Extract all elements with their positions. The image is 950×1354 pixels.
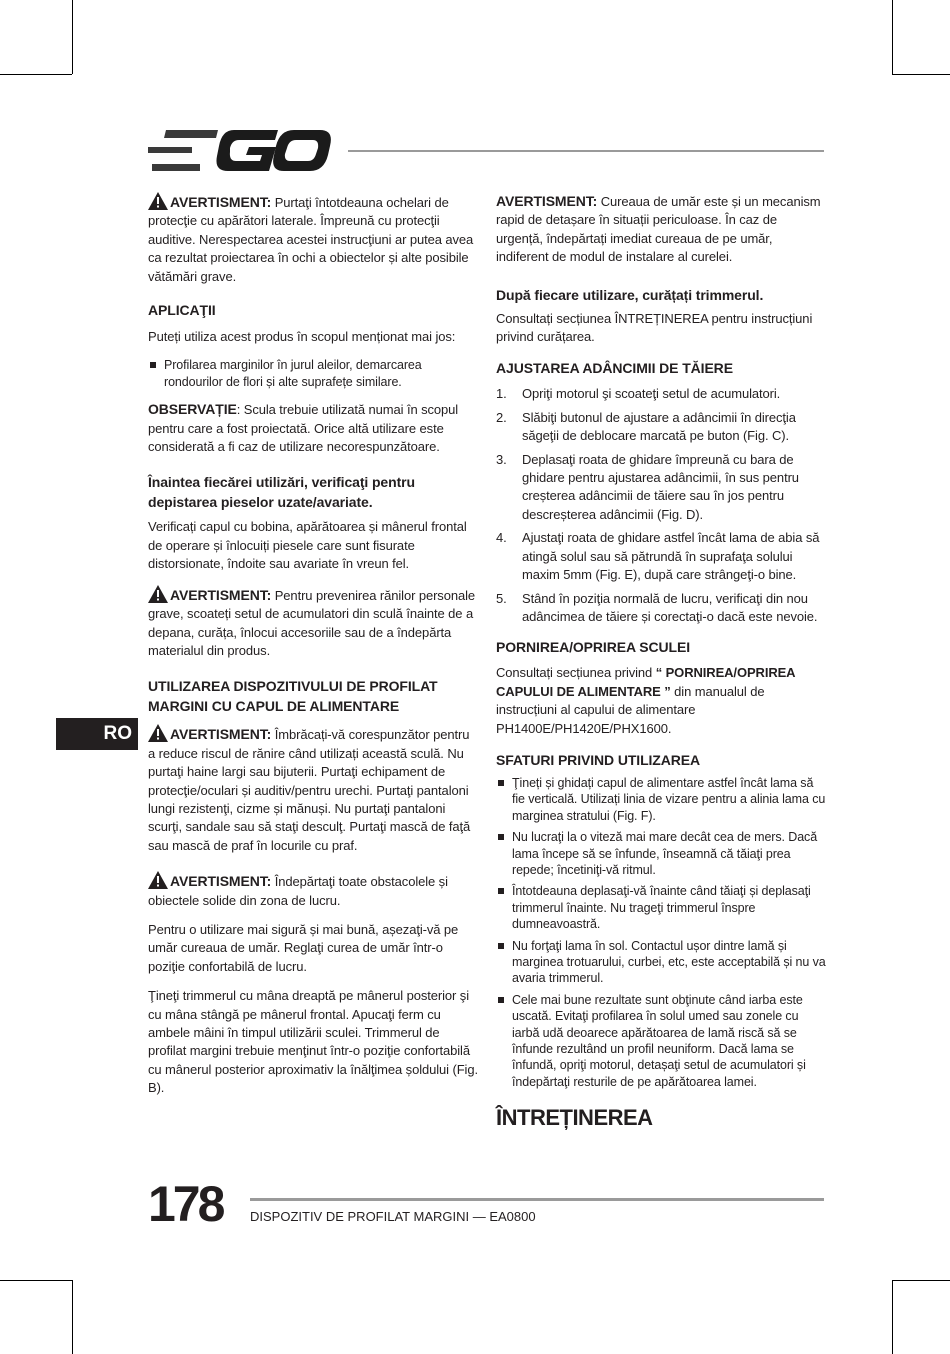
tips-list (496, 775, 826, 1090)
section-heading-applications: APLICAŢII (148, 302, 216, 319)
section-heading-tips: SFATURI PRIVIND UTILIZAREA (496, 751, 701, 768)
section-heading-after-use: După fiecare utilizare, curățați trimmerul. (496, 286, 764, 303)
crop-mark (0, 1280, 72, 1281)
list-item: 1. Opriţi motorul şi scoateţi setul de acumulatori. (496, 386, 781, 402)
section-heading-before-use: Înaintea fiecărei utilizări, verificaţi pentru depistarea pieselor uzate/avariate. (148, 474, 415, 511)
right-column (496, 192, 826, 1132)
list-item: Ţineți și ghidați capul de alimentare astfel încât lama să fie verticală. Utilizați linia de vizare pentru a alinia lama cu marginea stratului (Fig. F). (496, 775, 826, 824)
applications-intro: Puteți utiliza acest produs în scopul menționat mai jos: (148, 329, 456, 345)
crop-mark (72, 0, 73, 74)
list-item: Întotdeauna deplasaţi-vă înainte când tăiaţi și deplasaţi trimmerul înainte. Nu trageţi trimmerul înspre dumneavoastră. (496, 883, 826, 932)
section-heading-depth: AJUSTAREA ADÂNCIMII DE TĂIERE (496, 360, 733, 377)
warning-clothing: AVERTISMENT: Îmbrăcați-vă corespunzător pentru a reduce riscul de rănire când utilizați această sculă. Nu purtaţi haine largi sau bijuterii. Purtaţi echipament de protecţie/oculari și auditiv/pentru urechi. Purtaţi pantaloni lungi rezistenţi, cizme și mănuși. Nu purtaţi pantaloni scurţi, sandale sau să staţi desculţ. Purtaţi mască de faţă sau mască de praf în locurile cu praf. (148, 726, 471, 853)
list-item: Nu lucraţi la o viteză mai mare decât cea de mers. Dacă lama începe să se înfunde, înseamnă că tăiaţi prea repede; încetiniţi-vă ritmul. (496, 829, 826, 878)
warning-triangle-icon (148, 871, 168, 889)
page-number: 178 (148, 1176, 223, 1232)
crop-mark (892, 1280, 950, 1281)
bullet-icon (498, 943, 504, 949)
crop-mark (892, 0, 893, 74)
after-use-text: Consultați secțiunea ÎNTREȚINEREA pentru instrucțiuni privind curățarea. (496, 310, 813, 345)
list-item: 5. Stând în poziţia normală de lucru, verificaţi din nou adâncimea de tăiere și corectaţi-o dacă este nevoie. (496, 590, 818, 624)
bullet-icon (498, 780, 504, 786)
applications-list (148, 357, 478, 390)
before-use-text: Verificați capul cu bobina, apărătoarea și mânerul frontal de operare și înlocuiți piesele care sunt fisurate distorsionate, îndoite sau avariate în vreun fel. (148, 519, 467, 572)
depth-steps-list (496, 385, 826, 626)
warning-eye-protection: AVERTISMENT: Purtaţi întotdeauna ochelari de protecţie cu apărători laterale. Împreună cu protecţii auditive. Nerespectarea acestei instrucţiuni ar putea avea ca rezultat proiectarea în ochi a obiectelor și alte posibile vătămări grave. (148, 194, 474, 284)
bullet-icon (498, 888, 504, 894)
warning-shoulder-strap: AVERTISMENT: Cureaua de umăr este și un mecanism rapid de detașare în situații periculoase. În caz de urgență, îndepărtați imediat cureaua de pe umăr, indiferent de modul de instalare al curelei. (496, 193, 821, 265)
header-rule (348, 150, 824, 152)
left-column (148, 192, 478, 1109)
bullet-icon (498, 997, 504, 1003)
ego-logo (148, 128, 332, 172)
footer-rule (250, 1198, 824, 1201)
warning-triangle-icon (148, 724, 168, 742)
crop-mark (892, 1280, 893, 1354)
warning-obstacles: AVERTISMENT: Îndepărtaţi toate obstacolele și obiectele solide din zona de lucru. (148, 873, 448, 908)
section-heading-maintenance: ÎNTREȚINEREA (496, 1105, 653, 1131)
warning-triangle-icon (148, 192, 168, 210)
start-stop-text: Consultați secțiunea privind “ PORNIREA/OPRIREA CAPULUI DE ALIMENTARE ” din manualul de instrucțiuni al capului de alimentare PH1400E/PH1420E/PHX1600. (496, 665, 795, 736)
warning-triangle-icon (148, 585, 168, 603)
list-item: Nu forţaţi lama în sol. Contactul ușor dintre lamă și marginea trotuarului, curbei, etc, este acceptabilă și nu va avaria trimmerul. (496, 938, 826, 987)
crop-mark (0, 74, 72, 75)
shoulder-strap-paragraph: Pentru o utilizare mai sigură și mai bună, așezaţi-vă pe umăr cureaua de umăr. Reglaţi curea de umăr într-o poziţie confortabilă de lucru. (148, 921, 459, 974)
bullet-icon (150, 362, 156, 368)
list-item: 2. Slăbiţi butonul de ajustare a adâncimii în direcţia săgeţii de deblocare marcată pe buton (Fig. C). (496, 409, 796, 444)
list-item: 3. Deplasaţi roata de ghidare împreună cu bara de ghidare pentru ajustarea adâncimii, în sus pentru creșterea adâncimii de tăiere sau în jos pentru descreșterea adâncimii (Fig. D). (496, 451, 799, 522)
warning-remove-battery: AVERTISMENT: Pentru prevenirea rănilor personale grave, scoateți setul de acumulatori din sculă înainte de a depana, curăța, înlocui accesoriile sau de a îndepărta materialul din produs. (148, 586, 476, 658)
bullet-icon (498, 834, 504, 840)
note-paragraph: OBSERVAȚIE: Scula trebuie utilizată numai în scopul pentru care a fost proiectată. Orice altă utilizare este considerată a fi caz de utilizare necorespunzătoare. (148, 401, 459, 455)
section-heading-using: UTILIZAREA DISPOZITIVULUI DE PROFILAT MARGINI CU CAPUL DE ALIMENTARE (148, 678, 438, 715)
list-item: Cele mai bune rezultate sunt obţinute când iarba este uscată. Evitaţi profilarea în solul umed sau zonele cu iarbă udă deoarece apărătoarea de lamă riscă să se înfunde rezultând un profil neuniform. Dacă lama se înfundă, opriţi motorul, detașaţi setul de acumulatori și îndepărtaţi resturile de pe apărătoarea lamei. (496, 992, 826, 1090)
section-heading-start-stop: PORNIREA/OPRIREA SCULEI (496, 639, 690, 656)
crop-mark (72, 1280, 73, 1354)
holding-paragraph: Ţineţi trimmerul cu mâna dreaptă pe mânerul posterior şi cu mâna stângă pe mânerul frontal. Apucaţi ferm cu ambele mâini în timpul utilizării sculei. Trimmerul de profilat margini trebuie menţinut într-o poziţie confortabilă cu mânerul posterior aproximativ la înălţimea șoldului (Fig. B). (148, 988, 478, 1096)
language-tab: RO (56, 718, 138, 750)
footer-title: DISPOZITIV DE PROFILAT MARGINI — EA0800 (250, 1209, 536, 1224)
list-item: Profilarea marginilor în jurul aleilor, demarcarea rondourilor de flori și alte suprafețe similare. (148, 357, 478, 390)
list-item: 4. Ajustaţi roata de ghidare astfel încât lama de abia să atingă solul sau să pătrundă în suprafaţa solului maxim 5mm (Fig. E), după care strângeţi-o bine. (496, 530, 820, 583)
crop-mark (892, 74, 950, 75)
